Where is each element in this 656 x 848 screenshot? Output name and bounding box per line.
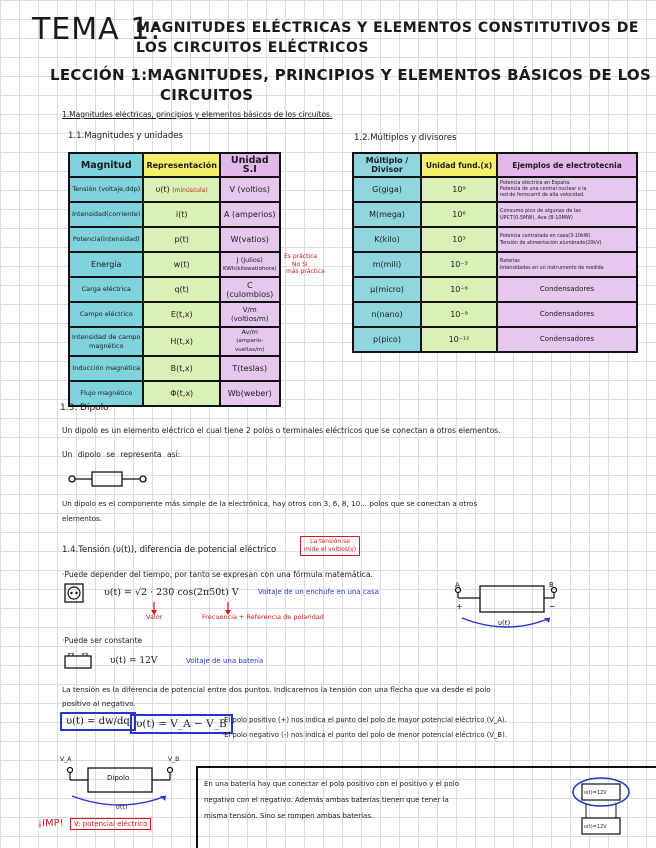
t1-side-note-3: más práctica	[286, 268, 325, 275]
t1-rep: p(t)	[143, 227, 219, 252]
t2-example: Condensadores	[497, 277, 637, 302]
t1-rep	[143, 177, 219, 202]
tension-box-line1: La tensión se	[310, 538, 350, 545]
t2-name: K(kilo)	[353, 227, 421, 252]
dipolo-p2: Un dipolo se representa así:	[62, 450, 181, 459]
t2-example	[497, 252, 637, 277]
diagram-dipolo-label: Dipolo	[107, 774, 130, 782]
t2-name: n(nano)	[353, 302, 421, 327]
dc-desc: Voltaje de una batería	[186, 657, 264, 665]
t2-header-multiplo: Múltiplo / Divisor	[353, 153, 421, 177]
battery-icon	[64, 653, 94, 669]
diff-p1: La tensión es la diferencia de potencial entre dos puntos. Indicaremos la tensión con una flecha que va desde el polo	[62, 685, 491, 694]
table-row	[353, 302, 637, 327]
leccion-title-line2: CIRCUITOS	[160, 86, 254, 104]
tema-title-line2: LOS CIRCUITOS ELÉCTRICOS	[136, 40, 369, 56]
t2-ex1: Potencia contratada en casa(3-10kW)	[500, 233, 591, 239]
tema-title-line1: MAGNITUDES ELÉCTRICAS Y ELEMENTOS CONSTITUTIVOS DE	[136, 20, 639, 36]
section1-heading: 1.Magnitudes eléctricas, principios y elementos básicos de los circuitos.	[62, 110, 333, 119]
multiplos-table	[352, 152, 638, 353]
t2-ex1: Consumo pico de algunas de las	[500, 207, 581, 214]
t2-ex1: Baterías	[500, 258, 520, 264]
ac-desc: Voltaje de un enchufe en una casa	[258, 588, 379, 596]
leccion-title-line1: LECCIÓN 1:MAGNITUDES, PRINCIPIOS Y ELEMENTOS BÁSICOS DE LOS	[50, 66, 652, 84]
diagram-va: V_A	[60, 756, 72, 763]
diagram-ut: υ(t)	[116, 803, 128, 811]
t1-mag: Intensidad de campo magnético	[69, 327, 143, 356]
t2-name: p(pico)	[353, 327, 421, 352]
t2-name: G(giga)	[353, 177, 421, 202]
table-row	[69, 356, 280, 381]
table-row	[69, 177, 280, 202]
t1-unit	[220, 327, 280, 356]
t1-mag: Tensión (voltaje,ddp)	[69, 177, 143, 202]
t1-unit	[220, 252, 280, 277]
formula-ac: υ(t) = √2 · 230 cos(2π50t) V	[104, 587, 239, 598]
t2-example	[497, 177, 637, 202]
label-valor: Valor	[146, 613, 163, 621]
dipolo-heading: 1.3. Dipolo	[60, 403, 109, 413]
t2-val: 10³	[421, 227, 497, 252]
dipolo-p3a: Un dipolo es el componente más simple de la electrónica, hay otros con 3, 6, 8, 10... polos que se conectan a otros	[62, 499, 478, 508]
t2-val: 10⁹	[421, 177, 497, 202]
t2-val: 10⁻³	[421, 252, 497, 277]
diff-p2: positivo al negativo.	[62, 699, 136, 708]
battery-text-1: En una batería hay que conectar el polo positivo con el positivo y el polo	[204, 780, 459, 788]
formula-box-dwdq: υ(t) = dw/dq	[60, 712, 136, 731]
t1-rep: q(t)	[143, 277, 219, 302]
t2-ex2: Tensión de alimentación alumbrado(20kV)	[500, 240, 602, 246]
t2-example	[497, 227, 637, 252]
t1-mag: Intensidad(corriente)	[69, 202, 143, 227]
t1-header-rep: Representación	[143, 153, 219, 177]
t2-example	[497, 202, 637, 227]
t1-unit: V/m (voltios/m)	[220, 302, 280, 327]
tension-heading: 1.4.Tensión (υ(t)), diferencia de potencial eléctrico	[62, 545, 277, 555]
table-row	[353, 327, 637, 352]
formula-box-vavb: υ(t) = V_A − V_B	[130, 714, 233, 734]
t1-rep: B(t,x)	[143, 356, 219, 381]
t1-unit: C (culombios)	[220, 277, 280, 302]
socket-icon	[64, 583, 84, 603]
t2-name: μ(micro)	[353, 277, 421, 302]
t1-mag: Campo eléctrico	[69, 302, 143, 327]
t1-mag: Energía	[69, 252, 143, 277]
t1-header-magnitud: Magnitud	[69, 153, 143, 177]
table-row	[353, 227, 637, 252]
label-minus: −	[549, 602, 556, 611]
table-row	[69, 277, 280, 302]
section11-heading: 1.1.Magnitudes y unidades	[68, 131, 183, 141]
t1-unit-line2: (amperio-vueltas/m)	[235, 338, 265, 353]
label-frecuencia: Frecuencia + Referencia de polaridad	[202, 613, 324, 621]
t1-unit: W(vatios)	[220, 227, 280, 252]
label-a: A	[455, 581, 460, 589]
table-row	[69, 202, 280, 227]
table-row	[353, 177, 637, 202]
dipolo-p1: Un dipolo es un elemento eléctrico el cual tiene 2 polos o terminales eléctricos que se conectan a otros elementos.	[62, 426, 501, 435]
tension-box-line2: mide el voltíos(v)	[304, 546, 357, 553]
pole-positive: ·El polo positivo (+) nos indica el punto del polo de mayor potencial eléctrico (V_A).	[222, 716, 507, 724]
t2-val: 10⁻¹²	[421, 327, 497, 352]
t1-mag: Potencia(intensidad)	[69, 227, 143, 252]
label-b: B	[549, 581, 554, 589]
t2-header-unidad: Unidad fund.(x)	[421, 153, 497, 177]
t2-ex2: Potencia de una central nuclear o la	[500, 186, 587, 192]
table-row	[69, 227, 280, 252]
label-plus: +	[456, 602, 463, 611]
t2-ex2: Intensidades en un instrumento de medida	[500, 265, 604, 271]
battery-label-top: υ(t)=12V	[584, 790, 607, 796]
magnitudes-table	[68, 152, 281, 407]
t1-unit: A (amperios)	[220, 202, 280, 227]
tema-label: TEMA 1:	[32, 12, 162, 47]
t1-rep: w(t)	[143, 252, 219, 277]
t1-unit: V (voltios)	[220, 177, 280, 202]
pole-negative: ·El polo negativo (-) nos indica el punto del polo de menor potencial eléctrico (V_B).	[222, 731, 507, 739]
t2-ex2: UPCT(0.5MW). Ave (8-10MW)	[500, 214, 573, 221]
table-row	[69, 327, 280, 356]
imp-box: V: potencial eléctrico	[70, 818, 151, 830]
t2-example: Condensadores	[497, 302, 637, 327]
table-row	[69, 252, 280, 277]
t2-val: 10⁻⁶	[421, 277, 497, 302]
table-row	[353, 277, 637, 302]
table-row	[353, 202, 637, 227]
formula-dc: υ(t) = 12V	[110, 656, 158, 666]
t2-val: 10⁶	[421, 202, 497, 227]
battery-label-bottom: υ(t)=12V	[584, 824, 607, 830]
dipolo-p3b: elementos.	[62, 514, 103, 523]
t1-unit: T(teslas)	[220, 356, 280, 381]
t1-side-note-2: No SI	[292, 261, 308, 268]
diagram-vb: V_B	[168, 756, 180, 763]
t1-mag: Inducción magnética	[69, 356, 143, 381]
t2-val: 10⁻⁹	[421, 302, 497, 327]
t1-rep: H(t,x)	[143, 327, 219, 356]
t2-example: Condensadores	[497, 327, 637, 352]
t1-rep: i(t)	[143, 202, 219, 227]
t1-mag: Flujo magnético	[69, 381, 143, 406]
tension-bullet1: ·Puede depender del tiempo, por tanto se expresan con una fórmula matemática.	[62, 570, 373, 579]
t2-name: m(mili)	[353, 252, 421, 277]
t1-unit: Wb(weber)	[220, 381, 280, 406]
t1-header-unidad: Unidad S.I	[220, 153, 280, 177]
imp-label: ¡IMP!	[38, 818, 64, 829]
dipolo-symbol	[66, 468, 156, 490]
t1-side-note-1: Es práctica	[284, 253, 318, 260]
tension-unit-box	[300, 536, 360, 556]
t2-name: M(mega)	[353, 202, 421, 227]
t1-mag: Carga eléctrica	[69, 277, 143, 302]
label-ut: υ(t)	[498, 619, 511, 627]
t2-header-ejemplos: Ejemplos de electrotecnia	[497, 153, 637, 177]
t1-rep-note: (minúscula)	[172, 186, 208, 194]
t1-rep: E(t,x)	[143, 302, 219, 327]
table-row	[69, 302, 280, 327]
t1-unit-line1: Av/m	[241, 328, 258, 336]
battery-text-2: negativo con el negativo. Además ambas baterías tienen que tener la	[204, 796, 449, 804]
t1-rep: Φ(t,x)	[143, 381, 219, 406]
tension-bullet2: ·Puede ser constante	[62, 636, 143, 645]
t1-rep-text: υ(t)	[155, 184, 170, 194]
t1-unit-line1: J (Julios)	[236, 255, 263, 264]
table-row	[353, 252, 637, 277]
t1-unit-line2: KWh(kilowatiohora)	[222, 265, 277, 272]
t2-ex1: Potencia eléctrica en España.	[500, 180, 571, 186]
section12-heading: 1.2.Múltiplos y divisores	[354, 133, 457, 143]
t2-ex3: red de ferrocarril de alta velocidad.	[500, 192, 585, 198]
battery-text-3: misma tensión. Sino se rompen ambas baterías.	[204, 812, 374, 820]
